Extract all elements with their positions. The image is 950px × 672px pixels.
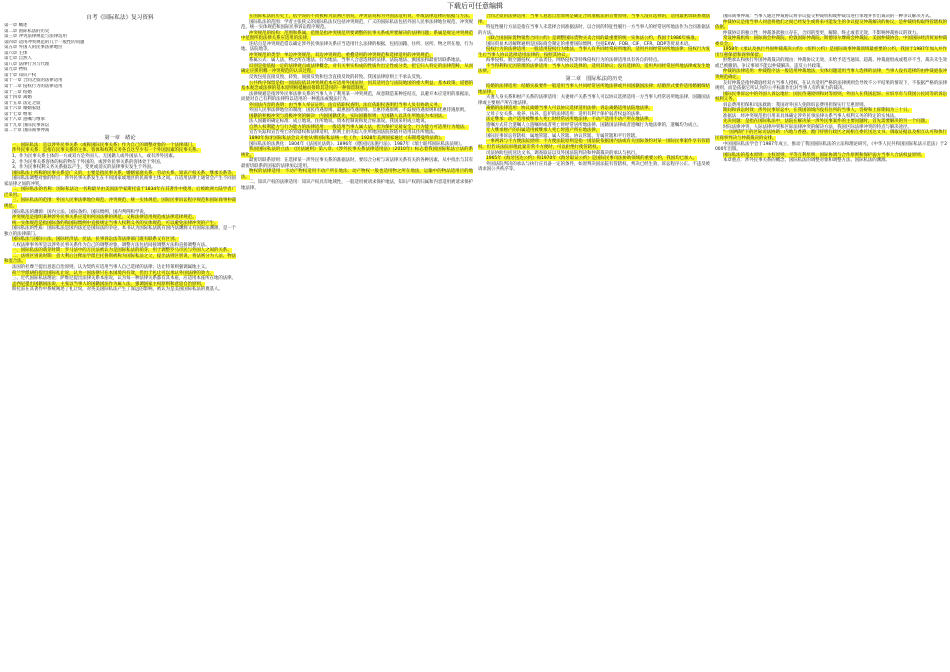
paragraph [478, 139, 710, 150]
column-4 [715, 14, 947, 666]
paragraph [241, 81, 473, 92]
highlighted-text: 二、国际私法的名称：国际私法这一名称最早由美国法学家斯托雷于1834年在其著作中使用，后被欧洲大陆学者广泛采用。 [4, 187, 236, 198]
highlighted-text: 离婚的法律适用：协议离婚当事人可以协议选择适用法律；诉讼离婚适用法院地法律。 [486, 106, 653, 112]
paragraph [478, 47, 710, 58]
paragraph-text: 国际私法的渊源：国内立法、国际条约、国际惯例、国内判例和学说。 [12, 209, 149, 215]
toc-item: 第十七章 继承 [4, 111, 32, 117]
paragraph [715, 158, 947, 164]
paragraph [715, 20, 947, 31]
column-body [241, 14, 473, 192]
highlighted-text: 涉外民事关系：是指在民事关系的主体、客体和权利义务各自这至少有一个外国因素的民事关系。 [12, 148, 201, 154]
toc-item: 第十九章 国际民事诉讼 [4, 122, 50, 128]
highlighted-text: 结婚的法律适用：结婚实质要件一般适用当事人共同经常居所地法律或共同国籍国法律；结婚形式要件适用婚姻缔结地法律。 [478, 84, 710, 95]
paragraph-text: 海事侵权、航空器侵权、产品责任、网络侵权等特殊侵权行为的法律适用具有各自的特点。 [486, 58, 662, 64]
highlighted-text: 1965年《海牙送达公约》和1970年《海牙取证公约》是国际民事司法协助领域的重要公约，我国均已加入。 [486, 156, 698, 162]
paragraph [478, 64, 710, 75]
highlighted-text: 仲裁的法律适用：仲裁程序法一般适用仲裁地法，实体问题适用当事人选择的法律，当事人没有选择的由仲裁庭依冲突规范确定。 [715, 69, 947, 81]
paragraph [478, 25, 710, 36]
paragraph-text: 国际私法的范围：学者主张狭义的国际私法仅包括冲突规范，广义的国际私法包括外国人民事法律地位规范、冲突规范、统一实体规范和国际民事诉讼程序规范。 [241, 19, 473, 31]
toc-item: 第十二章 侵权行为的法律适用 [4, 84, 63, 90]
paragraph-text: 最密切联系原则：在选择某一涉外民事关系的准据法时，要综合分析与该法律关系有关的各种因素，从中找出与其有最密切联系的国家的法律加以适用。 [241, 158, 473, 169]
paragraph [715, 69, 947, 80]
paragraph [4, 226, 236, 237]
toc-item: 第十一章 合同之债的法律适用 [4, 78, 63, 84]
highlighted-text: 法定继承：动产适用被继承人死亡时经常居所地法律，不动产适用不动产所在地法律。 [486, 117, 653, 123]
toc-item: 第四章 适用冲突规范的几个一般性的问题 [4, 39, 85, 45]
paragraph [715, 36, 947, 47]
highlighted-text: 先决问题：是指在国际私法中，法院在解决某一涉外民事案件的主要问题时，首先需要解决的另一个问题。 [723, 119, 930, 125]
highlighted-text: 一事两诉与不方便法院原则：不方便法院原则是指一国法院依据国内法或有关国际条约对某一国际民事案件享有管辖权，但若该法院审理此案非常不方便时，可以拒绝行使管辖权。 [478, 139, 710, 151]
highlighted-text: 孟西尼提出国籍国法说，主张以当事人的国籍国法作为属人法，强调国家主权原则和意思自治原则。 [12, 281, 206, 287]
document-title: 自考《国际私法》复习资料 [86, 15, 154, 21]
paragraph [4, 187, 236, 198]
paragraph-text: 斯托雷在其著作中系统阐述了礼让说，对英美国际私法产生了深远的影响，被认为是美国国际私法的奠基人。 [12, 287, 223, 293]
toc-item: 第一章 概述 [4, 23, 28, 28]
toc-item: 第三章 冲突法律规范与法律选用 [4, 34, 67, 40]
paragraph-text: 夫妻人身关系和财产关系的法律适用：夫妻财产关系当事人可以协议选择适用一方当事人经常居所地法律、国籍国法律或主要财产所在地法律。 [478, 95, 710, 106]
paragraph [478, 14, 710, 25]
paragraph-text: 2、作为民事关系客体的标的物在于外国的，或涉外民事关系的客体处于外国。 [12, 159, 165, 165]
paragraph [715, 81, 947, 92]
toc-item: 第五章 外国人的民事法律地位 [4, 45, 63, 51]
column-body [4, 143, 236, 293]
paragraph [715, 142, 947, 153]
highlighted-text: 国际私法的基本原则：主权原则、平等互利原则、国际协调与合作原则和保护弱方当事人合法权益原则。 [723, 152, 925, 158]
paragraph-text: 仲裁协议的独立性：仲裁条款独立存在，合同的变更、解除、终止或者无效，不影响仲裁协议的效力。 [723, 30, 921, 36]
paragraph [715, 130, 947, 141]
highlighted-text: 在国际私法的历史上，依学说的不同被称为法则区别说，冲突法说称为外国法适用说，亦或法律选择的依据与方法。 [249, 14, 473, 19]
paragraph [241, 147, 473, 158]
paragraph-text: 法国的杜摩兰提出意思自治原则，认为契约应适用当事人自己选择的法律；达让特莱则强调属地主义。 [12, 264, 210, 270]
highlighted-text: 国际私法上所称的民事关系是广义的，主要是指民事关系、婚姻家庭关系、劳动关系、知识产权关系、继承关系等。 [12, 170, 236, 176]
column-body [478, 14, 710, 173]
highlighted-text: 外国法内容的查明：由当事人举证证明、法官依职权查明、法官依职权查明但当事人负有协助义务。 [249, 102, 443, 108]
toc-item: 第七章 自然人 [4, 56, 32, 62]
paragraph-text: 中国国际私法学会于1987年成立，推动了我国国际私法的立法和理论研究，《中华人民共和国国际私法示范法》于2000年出版。 [715, 141, 947, 153]
highlighted-text: 《联合国国际货物销售合同公约》是调整国际货物买卖合同的最重要的统一实体法公约，我国于1986年核准。 [486, 36, 700, 42]
highlighted-text: 不当得利和无因管理的法律适用：当事人协议选择的，适用其协议；没有选择的，适用共同经常居所地法律或发生地法律。 [478, 63, 710, 75]
toc-item: 第六章 主体 [4, 50, 28, 56]
highlighted-text: 物权的法律适用：不动产物权适用不动产所在地法；动产物权一般也适用物之所在地法，运输中的物品适用目的地法。 [241, 169, 473, 180]
highlighted-text: 荷兰学派胡伯提出国际礼让说，认为一国法律只在本国境内有效，但出于礼让可以承认外国法律的效力。 [12, 270, 214, 276]
toc-item: 第八章 法律行为与代理 [4, 61, 50, 67]
chapter-heading: 第一章 绪论 [104, 134, 136, 141]
paragraph-text: 外国法院判决的承认与执行应具备一定的条件，如原判决国法院有管辖权、判决已经生效、诉讼程序公正、不违反被请求国公共秩序等。 [478, 161, 710, 173]
highlighted-text: 期间和诉讼时效：涉外民事诉讼中，在我国领域内没有住所的当事人，答辩和上诉期间为三十日。 [723, 108, 912, 114]
paragraph [478, 95, 710, 106]
paragraph [241, 31, 473, 42]
paragraph [4, 265, 236, 271]
paragraph [241, 64, 473, 75]
toc-item: 第九章 物权 [4, 67, 28, 73]
paragraph-text: 连结点是冲突规范借以确定涉外民事法律关系应当适用什么法律的根据，包括国籍、住所、居所、物之所在地、行为地、法院地等。 [241, 41, 473, 53]
paragraph-text: 国际私法调整对象的特点：涉外民事关系发生在不同国家或地区的民商事主体之间，在适用法律上通常会产生不同国家法律之间的冲突。 [4, 176, 236, 187]
paragraph [4, 276, 236, 282]
paragraph-text: 司法协助包括送达文书、调查取证以及外国法院判决和仲裁裁决的承认与执行。 [486, 150, 640, 156]
toc-item: 第二章 国际私法的历史 [4, 28, 50, 34]
paragraph-text: 宣告失踪和宣告死亡的管辖权和法律适用，原则上由失踪人住所地国法院管辖并适用其住所地法。 [249, 130, 438, 136]
toc-item: 第十六章 婚姻家庭 [4, 106, 41, 112]
highlighted-text: 仲裁协议是指当事人同意将他们之间已经发生或将来可能发生的争议提交仲裁解决的协议，是仲裁机构取得管辖权的依据。 [715, 19, 947, 31]
paragraph-text: 二、知识产权的法律适用：知识产权具有地域性，一般适用被请求保护地法，知识产权的归属和内容适用被请求保护地法律。 [241, 180, 473, 191]
paragraph-text: 时际法律冲突、人际法律冲突和区际法律冲突的解决方法，我国区际法律冲突的特点与解决途径。 [723, 124, 912, 130]
paragraph-text: 国际贸易术语解释通则是国际商会制定的重要国际惯例，包括EXW、FOB、CIF、CFR、DDP等贸易术语。 [486, 41, 693, 47]
paragraph [241, 92, 473, 103]
paragraph-text: 国际民事诉讼管辖权：属地管辖、属人管辖、协议管辖、专属管辖和平行管辖。 [486, 133, 640, 139]
toc-item: 第十四章 离婚 [4, 95, 32, 101]
paragraph-text: 拒绝承认和执行外国仲裁裁决的理由：仲裁协议无效、未给予适当通知、超裁、仲裁庭组成或程序不当、裁决未生效或已被撤销、争议事项不能以仲裁解决、违反公共政策。 [715, 58, 947, 69]
paragraph [715, 58, 947, 69]
paragraph [4, 176, 236, 187]
highlighted-text: 统一实体规范是指国际条约和国际惯例中直接规定当事人权利义务的实体规范，可以避免法律冲突的产生。 [12, 220, 219, 226]
paragraph [478, 84, 710, 95]
paragraph-text: 友好仲裁是指仲裁庭经双方当事人授权，在认为适用严格的法律规则会导致不公平结果的情况下，不依据严格的法律规则，而是依据它所认为的公平标准作出对当事人有约束力的裁决。 [715, 80, 947, 92]
table-of-contents [4, 23, 236, 134]
paragraph [4, 198, 236, 209]
column-1 [4, 14, 236, 666]
paragraph-text: 国际私法的性质：国际私法是国内法还是国际法的争论，本书认为国际私法既有国内法渊源又有国际法渊源，是一个独立的法律部门。 [4, 226, 236, 237]
paragraph-text: 三、近代国际私法理论：萨维尼提出法律关系本座说，认为每一种法律关系都有其本座，应适用本座所在地的法律。 [12, 276, 236, 282]
highlighted-text: 合同之债的法律适用：当事人意思自治原则是确定合同准据法的首要原则，当事人没有选择的，适用最密切联系地法律。 [478, 14, 710, 25]
paragraph-text: 系属公式：属人法、物之所在地法、行为地法、当事人合意选择的法律、法院地法、旗国法和最密切联系地法。 [249, 58, 465, 64]
paragraph [4, 254, 236, 265]
paragraph [715, 92, 947, 103]
highlighted-text: 公共秩序保留是指一国法院依其冲突规范本应适用外国法时，因其适用会与法院地国的重大利益、基本政策、道德的基本观念或法律的基本原则相抵触而排除其适用的一种保留制度。 [241, 80, 473, 92]
page-header [0, 0, 950, 12]
highlighted-text: 识别是指依据一定的法律观点或法律概念，对有关事实构成的性质作出定性或分类，把它归入特定的法律范畴，从而确定应援用哪一冲突规范的认识过程。 [241, 63, 473, 75]
highlighted-text: 自然人权利能力与行为能力的法律适用：一般适用当事人属人法，但为保护交易安全，行为能力可适用行为地法。 [249, 124, 469, 130]
highlighted-text: 1958年《承认及执行外国仲裁裁决公约》（纽约公约）是国际商事仲裁领域最重要的公约，我国于1987年加入并作出互惠保留和商事保留。 [715, 47, 947, 58]
highlighted-text: 国际民事诉讼中的外国人诉讼地位：国民待遇原则和对等原则，外国人在我国起诉、应诉享有与我国公民同等的诉讼权利义务。 [715, 91, 947, 103]
download-note: 下载后可任意编辑 [447, 2, 503, 10]
paragraph-text: 本章重点：涉外民事关系的概念、国际私法的调整对象和调整方法、国际私法的渊源。 [723, 158, 890, 164]
highlighted-text: 一、国际私法的萌芽时期：罗马法中的万民法被认为是国际私法的萌芽，用于调整罗马市民与外国人之间的关系。 [12, 248, 232, 254]
toc-item: 第十八章 遗嘱与继承 [4, 117, 45, 123]
toc-item: 第二十章 国际商事仲裁 [4, 128, 50, 134]
paragraph [715, 14, 947, 20]
highlighted-text: "一国两制"下的区际司法协助：内地与香港、澳门特别行政区之间相互委托送达文书、调取证据以及相互认可和执行民商事判决与仲裁裁决的安排。 [715, 130, 947, 142]
paragraph [4, 287, 236, 293]
paragraph-text: 准据法：经冲突规范指引用来具体确定涉外民事法律关系当事人权利义务的特定的实体法。 [723, 113, 899, 119]
highlighted-text: 1890年海牙国际私法会议开始从事国际私法统一化工作，1928年美洲国家通过《布斯塔曼特法典》。 [249, 136, 445, 142]
highlighted-text: 侵权行为的法律适用：一般适用侵权行为地法，当事人有共同经常居所地的，适用共同经常居所地法律；侵权行为发生后当事人协议选择适用法律的，按照其协议。 [478, 47, 710, 58]
highlighted-text: 无人继承财产的归属适用被继承人死亡时遗产所在地法律。 [486, 128, 601, 134]
paragraph-text: 人权法律事务所是以涉外民事关系作为自己的调整对象，调整方法包括间接调整方法和直接调整方法。 [12, 242, 210, 248]
column-body [715, 14, 947, 164]
paragraph-text: 3、作为民事权利义务关系据以产生、变更或消灭的法律事实发生于外国。 [12, 165, 156, 171]
paragraph [715, 47, 947, 58]
paragraph-text: 国际商事仲裁：当事人通过仲裁协议将争议提交仲裁机构或仲裁员进行审理并作出裁决的一种争议解决方式。 [723, 14, 934, 19]
paragraph [478, 162, 710, 173]
column-3 [478, 14, 710, 666]
highlighted-text: 冲突规范是指明某种涉外民事关系应适用何国法律的规范，又称法律适用规范或法律选择规范。 [12, 215, 197, 221]
paragraph-text: 国际私法的法典化：1804年《法国民法典》、1896年《德国民法施行法》、1987年《瑞士联邦国际私法法规》。 [249, 141, 465, 147]
paragraph-text: 父母子女关系、收养、扶养、监护的法律适用：适用有利于保护弱者权益的法律。 [486, 111, 645, 117]
highlighted-text: 冲突规范的结构：范围和系属。范围是指冲突规范所要调整的民事关系或所要解决的法律问题；系属是规定冲突规范中范围所指法律关系应适用的法律。 [241, 30, 473, 42]
highlighted-text: 国际私法与国际公法、国际经济法、民法、民事诉讼法等法律部门既有联系又有区别。 [12, 237, 179, 243]
paragraph-text: 特征性履行方法是指在当事人未选择合同准据法时，以合同的特征性履行一方当事人的经常居所地法作为合同准据法的方法。 [478, 25, 710, 36]
highlighted-text: 国籍的积极冲突与消极冲突的解决：内国国籍优先、实际国籍原则；无国籍人以其住所地法为本国法。 [249, 113, 447, 119]
toc-item: 第十五章 法定之债 [4, 100, 41, 106]
paragraph [241, 20, 473, 31]
paragraph-text: 法律规避是指涉外民事法律关系的当事人为了利用某一冲突规范，故意制造某种连结点，以避开本应适用的准据法，而使对自己有利的法律得以适用的一种逃法或脱法行为。 [241, 91, 473, 103]
paragraph [241, 180, 473, 191]
highlighted-text: 我国国际私法的立法：《民法通则》第八章、《涉外民事关系法律适用法》（2010年）标志着我国国际私法立法的系统化。 [241, 147, 473, 158]
paragraph-text: 反致包括直接反致、转致、间接反致和包含直接反致的转致。我国法律原则上不承认反致。 [249, 75, 425, 81]
highlighted-text: 常设仲裁机构：国际商会仲裁院、伦敦国际仲裁院、斯德哥尔摩商会仲裁院、美国仲裁协会、中国国际经济贸易仲裁委员会。 [715, 36, 947, 47]
toc-item: 第十三章 结婚 [4, 89, 32, 95]
highlighted-text: 三、国际私法的范围：外国人民事法律地位规范、冲突规范、统一实体规范、国际民事诉讼程序规范和国际商事仲裁规范。 [4, 198, 236, 209]
paragraph-text: 法人国籍的确定标准：成立地说、住所地说、资本控制说和复合标准说。我国采用成立地说。 [249, 119, 430, 125]
chapter-heading: 第二章 国际私法的历史 [565, 76, 623, 83]
paragraph-text: 外国人民事法律地位的制度：国民待遇原则、最惠国待遇原则、互惠待遇原则、不歧视待遇原则和优惠待遇原则。 [249, 108, 469, 114]
paragraph [241, 158, 473, 169]
column-2 [241, 14, 473, 666]
paragraph-text: 诉讼费用担保和司法救助：我国对外国人免除诉讼费用担保实行互惠原则。 [723, 102, 868, 108]
paragraph-text: 1、作为民事关系主体的一方或双方是外国人、无国籍人或外国法人，或有涉外因素。 [12, 154, 178, 160]
highlighted-text: 冲突规范的类型：单边冲突规范、双边冲突规范、重叠适用的冲突规范和选择适用的冲突规范。 [249, 52, 434, 58]
toc-item: 第十章 知识产权 [4, 72, 37, 78]
highlighted-text: 一、国际私法：是以涉外民事关系（或称国际民事关系）作为自己的调整对象的一个法律部门。 [12, 142, 197, 148]
highlighted-text: 二、法则区别说时期：意大利后注释法学派巴托鲁斯被称为国际私法之父，提出法则区别说，将法则分为人法、物法和混合法。 [4, 253, 236, 265]
paragraph-text: 遗嘱方式符合遗嘱人立遗嘱时或者死亡时经常居所地法律、国籍国法律或者遗嘱行为地法律的，遗嘱均为成立。 [486, 122, 702, 128]
paragraph [241, 42, 473, 53]
paragraph [241, 169, 473, 180]
